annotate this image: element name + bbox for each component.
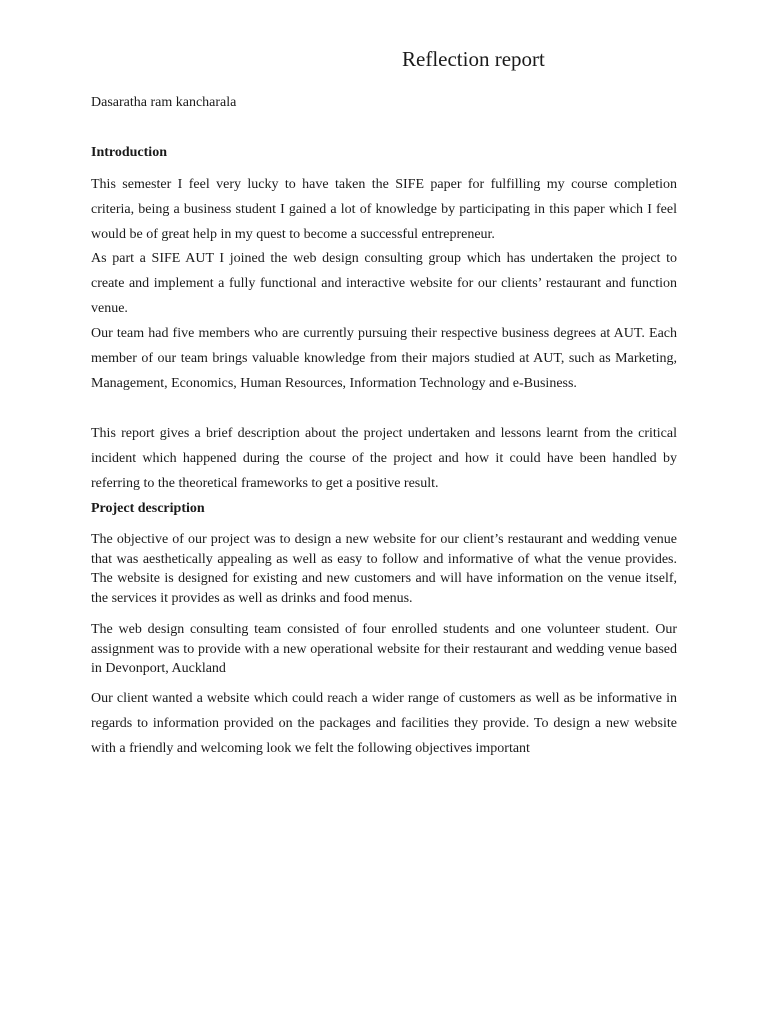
author-name: Dasaratha ram kancharala bbox=[91, 95, 237, 110]
intro-paragraph: This semester I feel very lucky to have taken the SIFE paper for fulfilling my course completion criteria, being a business student I gained a lot of knowledge by participating in this paper which I feel would be of great help in my quest to become a successful entrepreneur. bbox=[91, 177, 677, 242]
document-title: Reflection report bbox=[402, 47, 545, 71]
intro-paragraph: Our team had five members who are currently pursuing their respective business degrees at AUT. Each member of our team brings valuable knowledge from their majors studied at AUT, such as Marketing, Management, Economics, Human Resources, Information Technology and e-Business. bbox=[91, 326, 677, 391]
project-paragraph: The web design consulting team consisted of four enrolled students and one volunteer student. Our assignment was to provide with a new operational website for their restaurant and wedding venue based in Devonport, Auckland bbox=[91, 622, 677, 676]
section-heading-project-description: Project description bbox=[91, 501, 205, 516]
intro-paragraph: As part a SIFE AUT I joined the web design consulting group which has undertaken the project to create and implement a fully functional and interactive website for our clients’ restaurant and function venue. bbox=[91, 251, 677, 316]
project-paragraph: Our client wanted a website which could reach a wider range of customers as well as be informative in regards to information provided on the packages and facilities they provide. To design a new website with a friendly and welcoming look we felt the following objectives important bbox=[91, 691, 677, 756]
project-paragraph: The objective of our project was to design a new website for our client’s restaurant and wedding venue that was aesthetically appealing as well as easy to follow and informative of what the venue provides. The website is designed for existing and new customers and will have information on the venue itself, the services it provides as well as drinks and food menus. bbox=[91, 532, 677, 606]
intro-paragraph: This report gives a brief description about the project undertaken and lessons learnt from the critical incident which happened during the course of the project and how it could have been handled by referring to the theoretical frameworks to get a positive result. bbox=[91, 426, 677, 491]
section-heading-introduction: Introduction bbox=[91, 145, 167, 160]
